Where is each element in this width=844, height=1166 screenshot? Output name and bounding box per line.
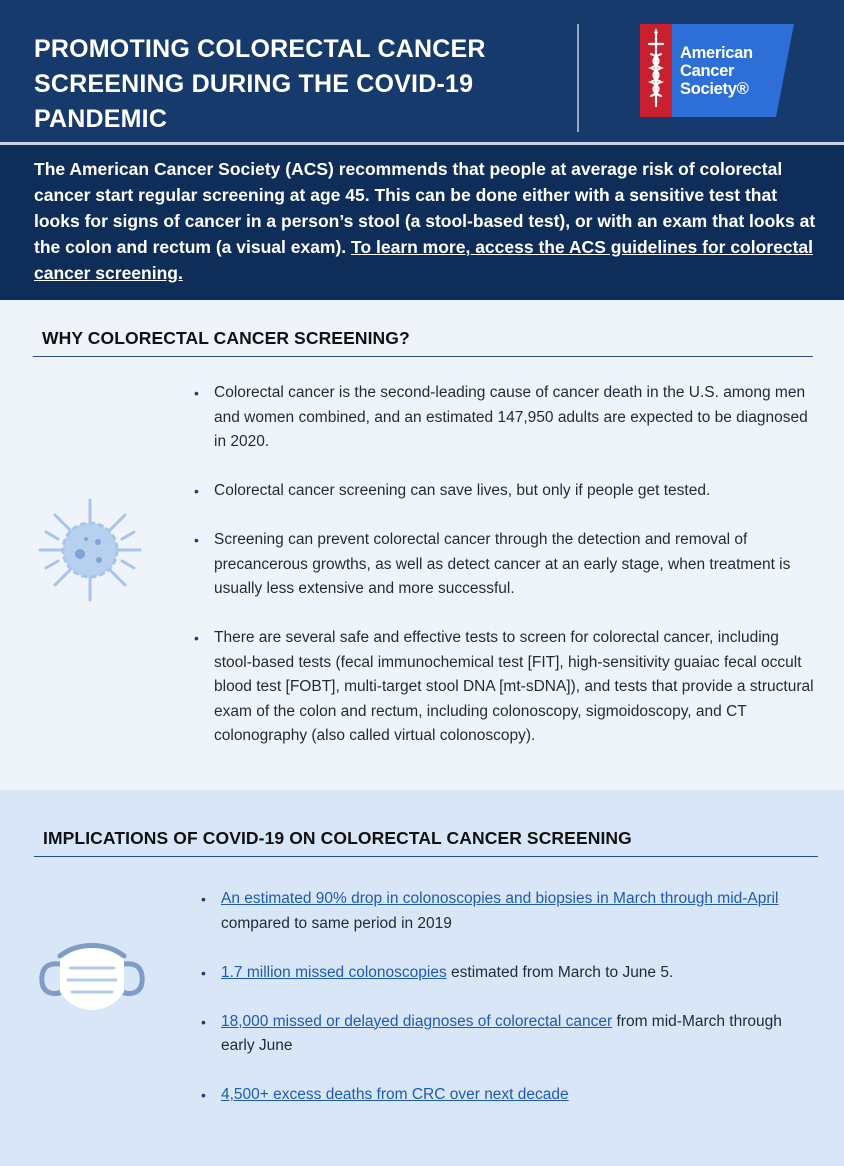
- header-banner: [0, 0, 844, 300]
- logo-word-1: American: [680, 44, 753, 62]
- header-separator: [0, 142, 844, 145]
- logo-wordmark: [680, 44, 753, 98]
- virus-icon: [36, 496, 144, 604]
- list-item: • Screening can prevent colorectal cancer through the detection and removal of precancerous growths, as well as detect cancer at an early stage, when treatment is usually less extensive and more successful.: [194, 528, 814, 602]
- colonoscopy-drop-link[interactable]: An estimated 90% drop in colonoscopies and biopsies in March through mid-April: [221, 890, 779, 907]
- missed-diagnoses-link[interactable]: 18,000 missed or delayed diagnoses of colorectal cancer: [221, 1012, 613, 1030]
- section1-heading: WHY COLORECTAL CANCER SCREENING?: [42, 328, 410, 348]
- list-item-text: from mid-March through early June: [221, 1012, 782, 1054]
- section2-rule: [34, 856, 818, 857]
- list-item: [201, 961, 811, 986]
- list-item: • Colorectal cancer is the second-leading cause of cancer death in the U.S. among men and women combined, and an estimated 147,950 adults are expected to be diagnosed in 2020.: [194, 381, 814, 455]
- logo-word-2: Cancer: [680, 62, 735, 80]
- logo-word-3: Society®: [680, 80, 749, 98]
- acs-logo[interactable]: [640, 24, 794, 117]
- section2-bullet-list: [201, 887, 811, 1132]
- list-item: • Colorectal cancer screening can save lives, but only if people get tested.: [194, 479, 814, 504]
- list-item-text: estimated from March to June 5.: [446, 963, 674, 981]
- missed-colonoscopies-link[interactable]: 1.7 million missed colonoscopies: [221, 963, 447, 981]
- intro-paragraph: [34, 156, 824, 286]
- section2-heading: IMPLICATIONS OF COVID-19 ON COLORECTAL CANCER SCREENING: [43, 828, 632, 848]
- section1-rule: [33, 356, 813, 357]
- list-item: [201, 887, 811, 936]
- list-item: [201, 1010, 811, 1059]
- excess-deaths-link[interactable]: 4,500+ excess deaths from CRC over next decade: [221, 1086, 569, 1103]
- header-divider: [577, 24, 579, 132]
- intro-text: The American Cancer Society (ACS) recommends that people at average risk of colorectal cancer start regular screening at age 45. This can be done either with a sensitive test that looks for signs of cancer in a person’s stool (a stool-based test), or with an exam that looks at the colon and rectum (a visual exam).: [34, 159, 816, 257]
- page-title: PROMOTING COLORECTAL CANCER SCREENING DURING THE COVID-19 PANDEMIC: [34, 35, 486, 133]
- acs-guidelines-link[interactable]: To learn more, access the ACS guidelines for colorectal cancer screening.: [34, 237, 813, 283]
- list-item: • There are several safe and effective tests to screen for colorectal cancer, including stool-based tests (fecal immunochemical test [FIT], high-sensitivity guaiac fecal occult blood test [FOBT], multi-target stool DNA [mt-sDNA]), and tests that provide a structural exam of the colon and rectum, including colonoscopy, sigmoidoscopy, and CT colonography (also called virtual colonoscopy).: [194, 626, 814, 749]
- face-mask-icon: [38, 940, 146, 1018]
- list-item-text: compared to same period in 2019: [221, 914, 452, 932]
- section1-bullet-list: [194, 381, 814, 773]
- list-item: [201, 1083, 811, 1108]
